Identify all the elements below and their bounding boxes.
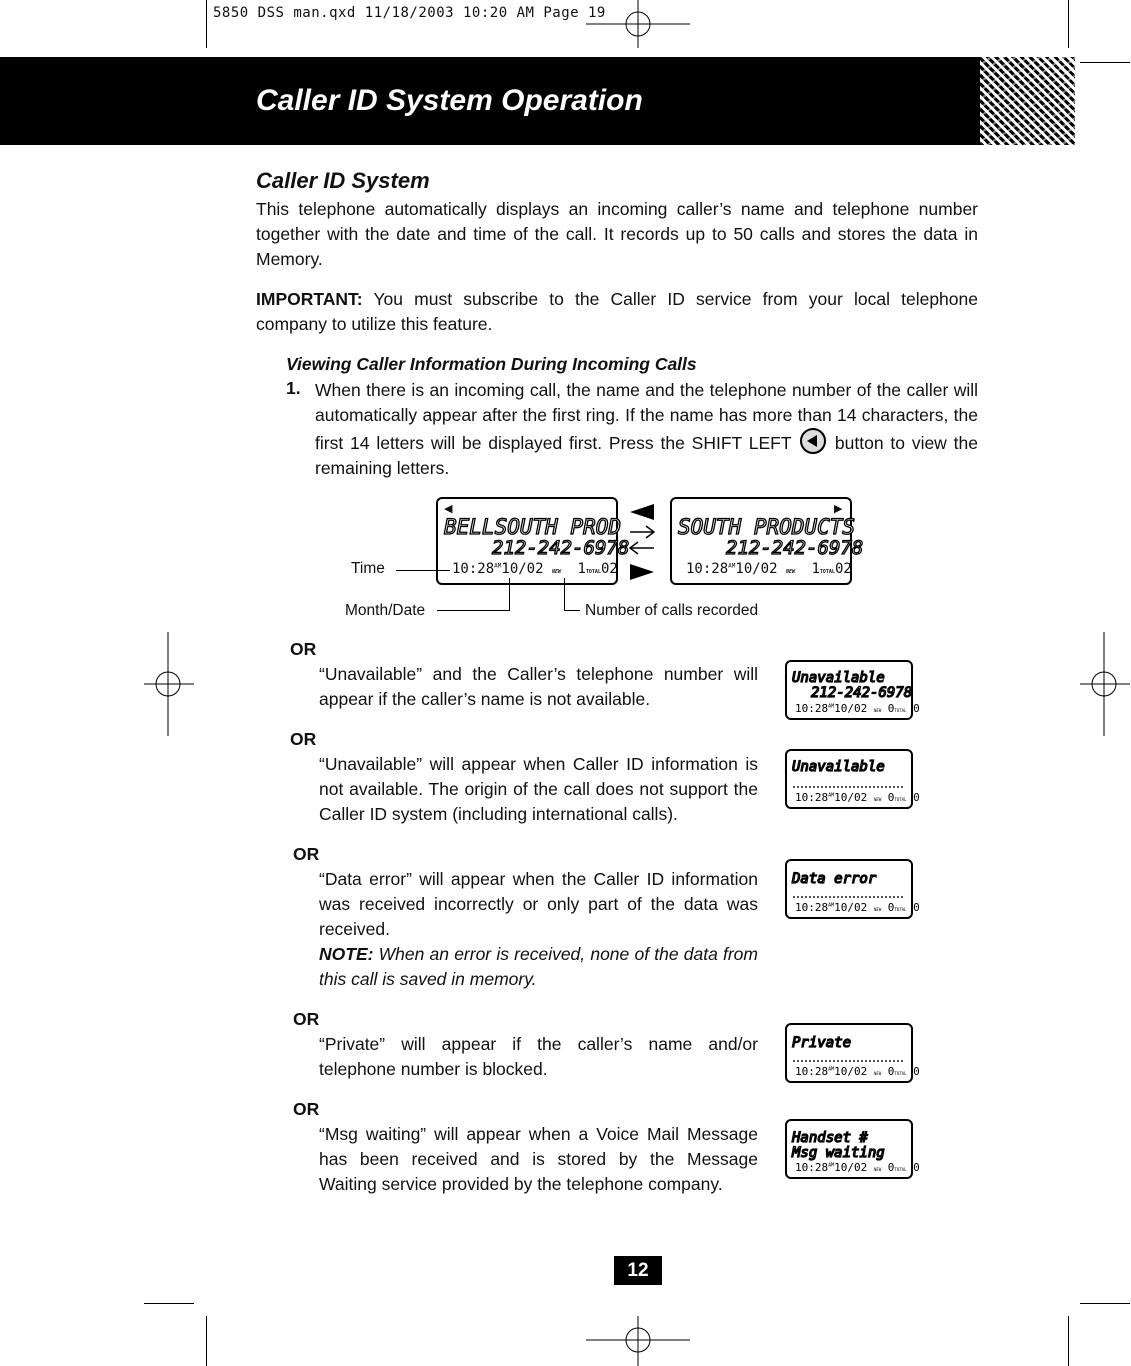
lcd-line1: Private bbox=[792, 1035, 852, 1051]
note-label: NOTE: bbox=[319, 944, 374, 964]
lcd-time: 10:28 bbox=[795, 702, 829, 715]
lcd-empty-line bbox=[793, 786, 903, 788]
lcd-time: 10:28 bbox=[795, 901, 829, 914]
step-text-b: button to view the remaining letters. bbox=[315, 433, 978, 478]
lcd-line1: Unavailable bbox=[792, 759, 885, 775]
lcd-new-count: 0 bbox=[887, 702, 895, 715]
callout-time: Time bbox=[351, 560, 385, 577]
lcd-new-label: NEW bbox=[873, 907, 882, 912]
lcd-line1: Unavailable bbox=[792, 670, 885, 686]
lcd-total-label: TOTAL bbox=[894, 1071, 907, 1076]
step-number: 1. bbox=[286, 378, 301, 398]
or-label: OR bbox=[290, 639, 317, 659]
option-note bbox=[319, 944, 758, 989]
callout-line bbox=[437, 610, 510, 611]
lcd-time: 10:28 bbox=[795, 1161, 829, 1174]
lcd-new-label: NEW bbox=[785, 569, 796, 575]
lcd-am: AM bbox=[828, 792, 835, 799]
lcd-status-row bbox=[686, 561, 852, 577]
callout-line bbox=[564, 578, 565, 611]
lcd-line1: SOUTH PRODUCTS bbox=[678, 515, 856, 539]
lcd-am: AM bbox=[828, 902, 835, 909]
lcd-new-count: 0 bbox=[887, 791, 895, 804]
subsection-title: Viewing Caller Information During Incoming Calls bbox=[286, 354, 697, 374]
lcd-new-label: NEW bbox=[873, 1167, 882, 1172]
important-text: You must subscribe to the Caller ID service from your local telephone company to utilize this feature. bbox=[256, 289, 978, 334]
important-label: IMPORTANT: bbox=[256, 289, 363, 309]
lcd-line1: Handset # bbox=[792, 1130, 868, 1146]
lcd-total-label: TOTAL bbox=[894, 907, 907, 912]
callout-calls-recorded: Number of calls recorded bbox=[585, 602, 759, 619]
lcd-time: 10:28 bbox=[795, 1065, 829, 1078]
lcd-status-row bbox=[795, 791, 920, 804]
lcd-empty-line bbox=[793, 896, 903, 898]
lcd-new-count: 1 bbox=[811, 561, 820, 577]
lcd-date: 10/02 bbox=[834, 791, 868, 804]
option-text: “Unavailable” will appear when Caller ID information is not available. The origin of the call does not support the Caller ID system (including international calls). bbox=[319, 754, 758, 824]
lcd-date: 10/02 bbox=[834, 702, 868, 715]
lcd-new-label: NEW bbox=[551, 569, 562, 575]
lcd-am: AM bbox=[828, 1066, 835, 1073]
lcd-display-small bbox=[785, 1023, 920, 1083]
or-label: OR bbox=[293, 1009, 320, 1029]
lcd-status-row bbox=[795, 702, 920, 715]
lcd-new-count: 1 bbox=[577, 561, 586, 577]
step-text bbox=[315, 378, 978, 481]
callout-month-date: Month/Date bbox=[345, 602, 426, 619]
or-label: OR bbox=[290, 729, 317, 749]
shift-left-icon bbox=[800, 428, 826, 454]
option-text: “Private” will appear if the caller’s name and/or telephone number is blocked. bbox=[319, 1034, 758, 1079]
option-text: “Unavailable” and the Caller’s telephone number will appear if the caller’s name is not available. bbox=[319, 664, 758, 709]
lcd-date: 10/02 bbox=[834, 1161, 868, 1174]
lcd-display-right bbox=[670, 497, 864, 585]
decorative-pattern bbox=[980, 57, 1075, 145]
crop-mark bbox=[1080, 1303, 1130, 1304]
print-slug: 5850 DSS man.qxd 11/18/2003 10:20 AM Page 19 bbox=[213, 5, 606, 21]
intro-paragraph: This telephone automatically displays an incoming caller’s name and telephone number together with the date and time of the call. It records up to 50 calls and stores the data in Memory. bbox=[256, 199, 978, 269]
lcd-total-label: TOTAL bbox=[894, 797, 907, 802]
lcd-display-small bbox=[785, 1119, 920, 1179]
lcd-time: 10:28 bbox=[795, 791, 829, 804]
lcd-line2: 212-242-6978 bbox=[726, 537, 864, 559]
lcd-total-count: 0 bbox=[913, 791, 920, 804]
lcd-line2: 212-242-6978 bbox=[811, 685, 913, 701]
lcd-new-label: NEW bbox=[873, 797, 882, 802]
lcd-new-count: 0 bbox=[887, 1065, 895, 1078]
lcd-am: AM bbox=[828, 1162, 835, 1169]
lcd-total-label: TOTAL bbox=[819, 569, 835, 575]
lcd-empty-line bbox=[793, 1060, 903, 1062]
lcd-total-count: 02 bbox=[600, 561, 618, 577]
page-title: Caller ID System Operation bbox=[256, 84, 643, 117]
lcd-time: 10:28 bbox=[452, 561, 495, 577]
page-number: 12 bbox=[614, 1256, 662, 1285]
lcd-date: 10/02 bbox=[834, 1065, 868, 1078]
lcd-new-label: NEW bbox=[873, 1071, 882, 1076]
lcd-am: AM bbox=[494, 562, 502, 570]
lcd-total-label: TOTAL bbox=[585, 569, 601, 575]
lcd-display-small bbox=[785, 749, 920, 809]
lcd-line1: Data error bbox=[792, 871, 877, 887]
lcd-new-count: 0 bbox=[887, 901, 895, 914]
callout-line bbox=[396, 570, 450, 571]
registration-mark-left bbox=[144, 632, 194, 736]
or-label: OR bbox=[293, 844, 320, 864]
option-text bbox=[319, 867, 758, 992]
lcd-total-label: TOTAL bbox=[894, 708, 907, 713]
option-main-text: “Data error” will appear when the Caller ID information was received incorrectly or only part of the data was received. bbox=[319, 869, 758, 939]
lcd-total-count: 0 bbox=[913, 1161, 920, 1174]
lcd-display-small bbox=[785, 859, 920, 919]
crop-mark bbox=[144, 1303, 194, 1304]
note-text: When an error is received, none of the data from this call is saved in memory. bbox=[319, 944, 758, 989]
crop-mark bbox=[1068, 0, 1069, 48]
lcd-status-row bbox=[795, 1161, 920, 1174]
right-arrow-icon: ▶ bbox=[834, 503, 843, 515]
section-title: Caller ID System bbox=[256, 168, 430, 193]
lcd-display-left bbox=[436, 497, 630, 585]
lcd-total-label: TOTAL bbox=[894, 1167, 907, 1172]
or-label: OR bbox=[293, 1099, 320, 1119]
lcd-date: 10/02 bbox=[834, 901, 868, 914]
lcd-total-count: 02 bbox=[834, 561, 852, 577]
registration-mark-bottom bbox=[586, 1316, 690, 1366]
crop-mark bbox=[206, 0, 207, 48]
crop-mark bbox=[206, 1316, 207, 1366]
lcd-total-count: 0 bbox=[913, 1065, 920, 1078]
lcd-time: 10:28 bbox=[686, 561, 729, 577]
lcd-am: AM bbox=[828, 703, 835, 710]
crop-mark bbox=[1080, 62, 1130, 63]
lcd-line2: Msg waiting bbox=[792, 1145, 885, 1161]
left-arrow-icon: ◀ bbox=[444, 503, 453, 515]
crop-mark bbox=[1068, 1316, 1069, 1366]
lcd-total-count: 0 bbox=[913, 702, 920, 715]
lcd-am: AM bbox=[728, 562, 736, 570]
lcd-date: 10/02 bbox=[735, 561, 778, 577]
registration-mark-right bbox=[1080, 632, 1130, 736]
important-paragraph bbox=[256, 287, 978, 337]
option-text: “Msg waiting” will appear when a Voice Mail Message has been received and is stored by the Message Waiting service provided by the telephone company. bbox=[319, 1124, 758, 1194]
lcd-new-count: 0 bbox=[887, 1161, 895, 1174]
step-text-a: When there is an incoming call, the name and the telephone number of the caller will automatically appear after the first ring. If the name has more than 14 characters, the first 14 letters will be displayed first. Press the SHIFT LEFT bbox=[315, 380, 978, 453]
lcd-status-row bbox=[795, 901, 920, 914]
lcd-total-count: 0 bbox=[913, 901, 920, 914]
lcd-date: 10/02 bbox=[501, 561, 544, 577]
lcd-display-small bbox=[785, 660, 920, 720]
lcd-new-label: NEW bbox=[873, 708, 882, 713]
callout-line bbox=[509, 578, 510, 611]
lcd-status-row bbox=[795, 1065, 920, 1078]
lcd-status-row bbox=[452, 561, 618, 577]
callout-line bbox=[564, 610, 580, 611]
shift-arrows-icon bbox=[624, 500, 664, 580]
lcd-line1: BELLSOUTH PROD bbox=[444, 515, 622, 539]
lcd-line2: 212-242-6978 bbox=[492, 537, 630, 559]
